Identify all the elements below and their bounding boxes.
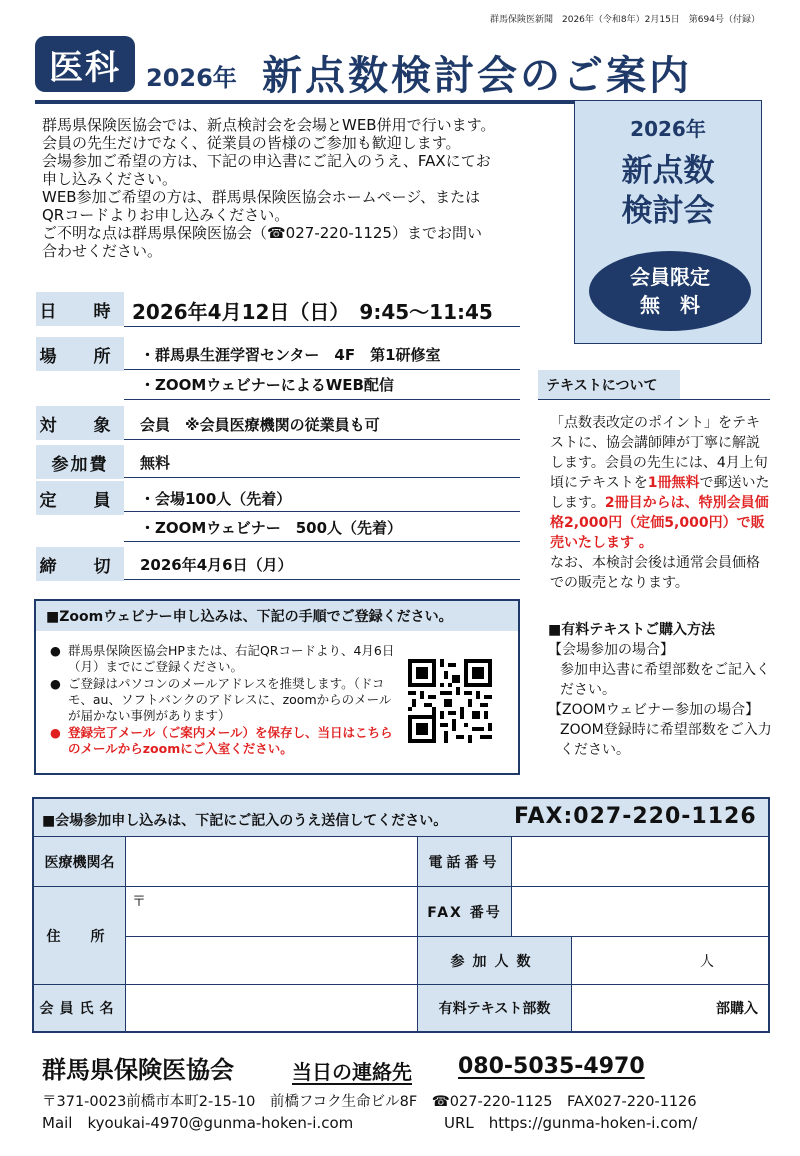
side-title — [575, 151, 761, 231]
qr-code-icon[interactable] — [408, 659, 492, 743]
about-free-copy: 1冊無料 — [647, 475, 700, 491]
intro-line: 会場参加ご希望の方は、下記の申込書にご記入のうえ、FAXにてお — [42, 152, 491, 170]
zoom-steps — [50, 643, 400, 758]
heading-underline — [680, 399, 770, 400]
title-year: 2026年 — [146, 64, 237, 92]
target-label: 対 象 — [36, 406, 124, 440]
textbook-label: 有料テキスト部数 — [418, 985, 572, 1031]
bullet-icon: ● — [50, 643, 61, 658]
venue-registration-form — [32, 797, 770, 1033]
list-item — [50, 725, 400, 757]
intro-line: ご不明な点は群馬県保険医協会（☎027-220-1125）までお問い — [42, 224, 482, 242]
purchase-venue-body: 参加申込書に希望部数をご記入ください。 — [560, 662, 770, 698]
participants-unit: 人 — [700, 953, 718, 970]
zoom-step-text: 群馬県保険医協会HPまたは、右記QRコードより、4月6日（月）までにご登録ください。 — [68, 643, 395, 674]
contact-label: 当日の連絡先 — [292, 1060, 412, 1084]
intro-line: WEB参加ご希望の方は、群馬県保険医協会ホームページ、または — [42, 188, 481, 206]
postal-mark: 〒 — [132, 894, 150, 910]
fax-label: FAX 番号 — [418, 887, 512, 937]
row-underline — [124, 477, 520, 478]
institution-field[interactable] — [126, 837, 418, 887]
capacity-value-venue: ・会場100人（先着） — [140, 490, 292, 508]
capacity-label: 定 員 — [36, 481, 124, 515]
publication-line: 群馬保険医新聞 2026年（令和8年）2月15日 第694号（付録） — [490, 15, 760, 25]
intro-line: 合わせください。 — [42, 242, 163, 260]
form-title: ■会場参加申し込みは、下記にご記入のうえ送信してください。 — [42, 813, 448, 829]
member-name-label: 会員氏名 — [34, 985, 126, 1031]
contact-number: 080-5035-4970 — [458, 1054, 645, 1079]
form-fax-number: FAX:027-220-1126 — [514, 804, 757, 829]
row-underline — [124, 369, 520, 370]
fee-value: 無料 — [140, 454, 171, 472]
zoom-step-text: 登録完了メール（ご案内メール）を保存し、当日はこちらのメールからzoomにご入室ください。 — [68, 725, 393, 756]
zoom-heading: ■Zoomウェビナー申し込みは、下記の手順でご登録ください。 — [36, 601, 518, 631]
intro-line: 申し込みください。 — [42, 170, 178, 188]
place-label: 場 所 — [36, 337, 124, 371]
phone-label: 電話番号 — [418, 837, 512, 887]
row-underline — [124, 439, 520, 440]
form-header — [34, 799, 768, 837]
intro-text — [42, 116, 562, 260]
deadline-value: 2026年4月6日（月） — [140, 556, 293, 574]
place-value-web: ・ZOOMウェビナーによるWEB配信 — [140, 376, 394, 394]
target-value: 会員 ※会員医療機関の従業員も可 — [140, 416, 380, 434]
side-title-line: 検討会 — [621, 193, 715, 229]
member-name-field[interactable] — [126, 985, 418, 1031]
address-field-line2[interactable] — [126, 937, 418, 985]
textbook-unit: 部購入 — [716, 1001, 758, 1017]
email-link[interactable]: Mail kyoukai-4970@gunma-hoken-i.com — [42, 1114, 354, 1132]
intro-line: 群馬県保険医協会では、新点検討会を会場とWEB併用で行います。 — [42, 116, 496, 134]
organization-name: 群馬県保険医協会 — [42, 1056, 234, 1084]
page-title: 新点数検討会のご案内 — [262, 53, 692, 99]
participants-field[interactable] — [572, 937, 768, 985]
text-about-body — [550, 413, 772, 593]
list-item — [50, 643, 400, 675]
row-underline — [124, 326, 520, 327]
date-value: 2026年4月12日（日） 9:45～11:45 — [132, 300, 493, 324]
side-year: 2026年 — [630, 117, 706, 141]
address-field[interactable] — [126, 887, 418, 937]
purchase-instructions — [548, 620, 778, 760]
fee-label: 参加費 — [36, 445, 124, 479]
row-underline — [124, 579, 520, 580]
textbook-field[interactable] — [572, 985, 768, 1031]
list-item — [50, 676, 400, 724]
place-value-venue: ・群馬県生涯学習センター 4F 第1研修室 — [140, 346, 441, 364]
event-highlight-box — [574, 100, 762, 344]
about-paragraph: 「点数表改定のポイント」をテキストに、協会講師陣が丁寧に解説します。会員の先生には、4月上旬頃にテキストを — [550, 415, 768, 491]
members-free-badge — [589, 251, 751, 331]
zoom-registration-box — [34, 599, 520, 775]
about-paragraph: なお、本検討会後は通常会員価格での販売となります。 — [550, 555, 760, 591]
purchase-zoom-head: 【ZOOMウェビナー参加の場合】 — [548, 702, 760, 718]
purchase-title: ■有料テキストご購入方法 — [548, 622, 715, 638]
about-paragraph: で郵送いたします。 — [550, 475, 770, 511]
department-badge: 医科 — [35, 36, 135, 92]
participants-label: 参加人数 — [418, 937, 572, 985]
badge-line: 会員限定 — [630, 265, 710, 289]
institution-label: 医療機関名 — [34, 837, 126, 887]
address-label: 住 所 — [34, 887, 126, 985]
zoom-step-text: ご登録はパソコンのメールアドレスを推奨します。（ドコモ、au、ソフトバンクのアドレスに、zoomからのメールが届かない事例があります） — [68, 676, 392, 723]
phone-field[interactable] — [512, 837, 768, 887]
date-label: 日 時 — [36, 292, 124, 326]
intro-line: QRコードよりお申し込みください。 — [42, 206, 290, 224]
website-link[interactable]: URL https://gunma-hoken-i.com/ — [444, 1114, 698, 1132]
row-underline — [124, 541, 520, 542]
purchase-zoom-body: ZOOM登録時に希望部数をご入力ください。 — [560, 722, 772, 758]
about-price-note: 2冊目からは、特別会員価格2,000円（定価5,000円）で販売いたします 。 — [550, 495, 769, 551]
bullet-icon: ● — [50, 676, 61, 691]
organization-address: 〒371-0023前橋市本町2-15-10 前橋フコク生命ビル8F ☎027-220-1125 FAX027-220-1126 — [42, 1094, 697, 1110]
capacity-value-zoom: ・ZOOMウェビナー 500人（先着） — [140, 519, 403, 537]
fax-field[interactable] — [512, 887, 768, 937]
intro-line: 会員の先生だけでなく、従業員の皆様のご参加も歓迎します。 — [42, 134, 461, 152]
badge-line: 無 料 — [640, 293, 700, 317]
bullet-icon: ● — [50, 725, 61, 740]
side-title-line: 新点数 — [621, 153, 715, 189]
row-underline — [124, 511, 520, 512]
row-underline — [124, 399, 520, 400]
text-about-heading: テキストについて — [538, 370, 680, 400]
purchase-venue-head: 【会場参加の場合】 — [548, 642, 674, 658]
deadline-label: 締 切 — [36, 547, 124, 581]
